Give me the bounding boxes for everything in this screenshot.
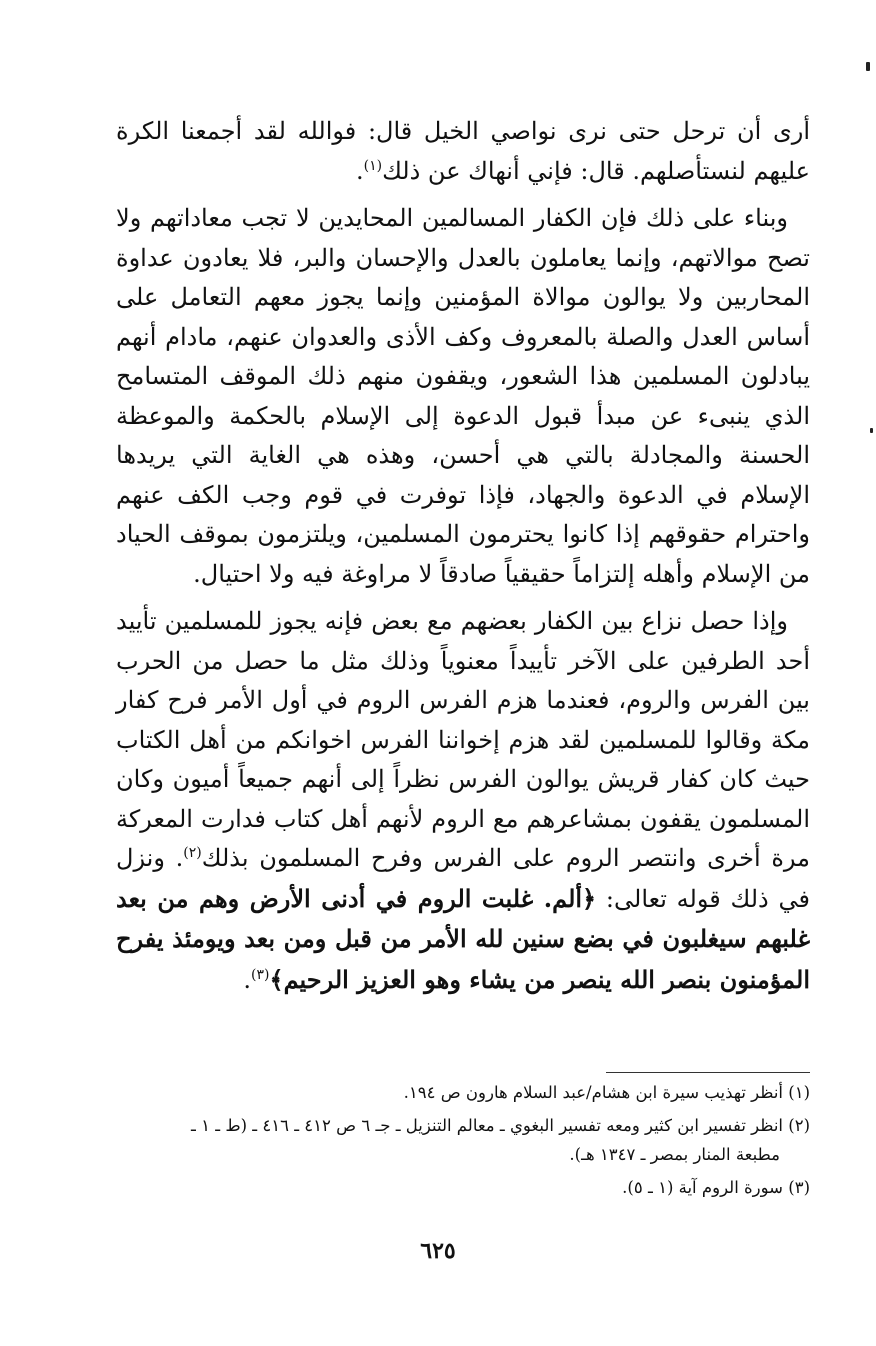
footnotes bbox=[104, 1078, 810, 1206]
footnote-line: (١) أنظر تهذيب سيرة ابن هشام/عبد السلام هارون ص ١٩٤. bbox=[403, 1083, 810, 1102]
page-number: ٦٢٥ bbox=[420, 1238, 456, 1264]
text-run: وإذا حصل نزاع بين الكفار بعضهم مع بعض فإنه يجوز للمسلمين تأييد أحد الطرفين على الآخر تأييداً معنوياً وذلك مثل ما حصل من الحرب بين الفرس والروم، فعندما هزم الفرس الروم في أول الأمر فرح كفار مكة وقالوا للمسلمين لقد هزم إخواننا الفرس اخوانكم من أهل الكتاب حيث كان كفار قريش يوالون الفرس نظراً إلى أنهم جميعاً أميون وكان المسلمون يقفون بمشاعرهم مع الروم لأنهم أهل كتاب فدارت المعركة مرة أخرى وانتصر الروم على الفرس وفرح المسلمون بذلك bbox=[116, 607, 810, 872]
paragraph-1 bbox=[116, 112, 810, 191]
footnote-line: مطبعة المنار بمصر ـ ١٣٤٧ هـ). bbox=[569, 1145, 780, 1164]
footnote-1 bbox=[104, 1078, 810, 1107]
paragraph-3 bbox=[116, 602, 810, 1000]
text-run: وبناء على ذلك فإن الكفار المسالمين المحايدين لا تجب معاداتهم ولا تصح موالاتهم، وإنما يعاملون بالعدل والإحسان والبر، فلا يعادون عداوة المحاربين ولا يوالون موالاة المؤمنين وإنما يجوز معهم التعامل على أساس العدل والصلة بالمعروف وكف الأذى والعدوان عنهم، مادام أنهم يبادلون المسلمين هذا الشعور، ويقفون منهم ذلك الموقف المتسامح الذي ينبىء عن مبدأ قبول الدعوة إلى الإسلام بالحكمة والموعظة الحسنة والمجادلة بالتي هي أحسن، وهذه هي الغاية التي يريدها الإسلام في الدعوة والجهاد، فإذا توفرت في قوم وجب الكف عنهم واحترام حقوقهم إذا كانوا يحترمون المسلمين، ويلتزمون بموقف الحياد من الإسلام وأهله إلتزاماً حقيقياً صادقاً لا مراوغة فيه ولا احتيال. bbox=[116, 204, 810, 588]
scan-speck bbox=[870, 428, 873, 433]
body-text bbox=[116, 112, 810, 1008]
footnote-3 bbox=[104, 1173, 810, 1202]
footnote-line: (٢) انظر تفسير ابن كثير ومعه تفسير البغوي ـ معالم التنزيل ـ جـ ٦ ص ٤١٢ ـ ٤١٦ ـ (ط ـ ١ ـ bbox=[191, 1116, 810, 1135]
footnote-2 bbox=[104, 1111, 810, 1169]
footnote-ref-3: (٣) bbox=[251, 966, 270, 983]
footnote-ref-2: (٢) bbox=[183, 845, 202, 861]
footnote-ref-1: (١) bbox=[363, 157, 383, 174]
text-run: . bbox=[243, 965, 252, 994]
paragraph-2 bbox=[116, 199, 810, 594]
scan-speck bbox=[866, 62, 870, 71]
text-run: . bbox=[355, 156, 364, 185]
footnote-line: (٣) سورة الروم آية (١ ـ ٥). bbox=[622, 1178, 810, 1197]
quran-verse: ﴿ألم. غلبت الروم في أدنى الأرض وهم من بعد غلبهم سيغلبون في بضع سنين لله الأمر من قبل ومن بعد ويومئذ يفرح المؤمنون بنصر الله ينصر من يشاء وهو العزيز الرحيم﴾ bbox=[116, 883, 810, 994]
text-run: . ونزل في ذلك قوله تعالى: bbox=[116, 844, 810, 913]
footnote-separator bbox=[606, 1072, 810, 1073]
text-run: أرى أن ترحل حتى نرى نواصي الخيل قال: فوالله لقد أجمعنا الكرة عليهم لنستأصلهم. قال: فإني أنهاك عن ذلك bbox=[116, 117, 810, 185]
